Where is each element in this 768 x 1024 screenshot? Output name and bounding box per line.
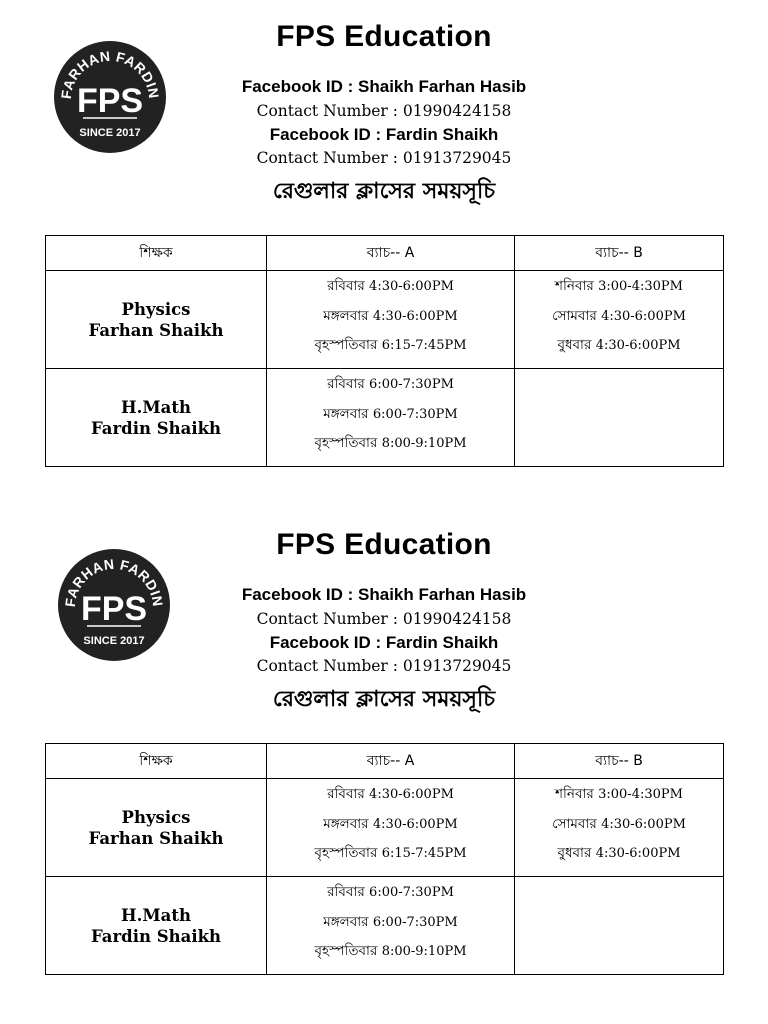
svg-text:SINCE 2017: SINCE 2017 — [83, 635, 145, 647]
header-batch-a: ব্যাচ-- A — [267, 236, 515, 271]
batch-b-cell — [515, 779, 724, 877]
facebook-id-farhan: Facebook ID : Shaikh Farhan Hasib — [241, 585, 527, 604]
svg-text:SINCE 2017: SINCE 2017 — [79, 127, 141, 139]
page-title: FPS Education — [276, 528, 492, 561]
table-header-row — [46, 744, 724, 779]
class-slot: মঙ্গলবার 6:00-7:30PM — [323, 913, 458, 930]
class-slot: বুধবার 4:30-6:00PM — [557, 845, 681, 861]
teacher-name: Farhan Shaikh — [88, 320, 224, 340]
table-row — [46, 369, 724, 467]
facebook-id-fardin: Facebook ID : Fardin Shaikh — [269, 633, 499, 652]
class-slot: বুধবার 4:30-6:00PM — [557, 337, 681, 353]
class-slot: বৃহস্পতিবার 8:00-9:10PM — [314, 943, 467, 959]
batch-b-cell — [515, 877, 724, 975]
batch-a-cell — [267, 877, 515, 975]
svg-text:FPS: FPS — [76, 82, 144, 120]
contact-number-farhan: Contact Number : 01990424158 — [256, 610, 512, 628]
class-slot: রবিবার 4:30-6:00PM — [327, 786, 454, 802]
batch-a-cell — [267, 369, 515, 467]
contact-number-fardin: Contact Number : 01913729045 — [256, 149, 512, 167]
svg-text:FPS: FPS — [80, 590, 148, 628]
table-row — [46, 779, 724, 877]
table-row — [46, 271, 724, 369]
class-slot: সোমবার 4:30-6:00PM — [552, 815, 686, 832]
batch-a-cell — [267, 779, 515, 877]
batch-b-cell — [515, 271, 724, 369]
teacher-cell — [46, 779, 267, 877]
header-batch-b: ব্যাচ-- B — [515, 236, 724, 271]
page-title: FPS Education — [276, 20, 492, 53]
class-slot: রবিবার 4:30-6:00PM — [327, 278, 454, 294]
class-slot: শনিবার 3:00-4:30PM — [555, 786, 683, 802]
teacher-name: Farhan Shaikh — [88, 828, 224, 848]
subject-name: H.Math — [121, 397, 191, 417]
class-slot: মঙ্গলবার 6:00-7:30PM — [323, 405, 458, 422]
class-slot: মঙ্গলবার 4:30-6:00PM — [323, 815, 458, 832]
teacher-cell — [46, 877, 267, 975]
subject-name: Physics — [121, 807, 191, 827]
schedule-title: রেগুলার ক্লাসের সময়সূচি — [272, 687, 496, 712]
table-header-row — [46, 236, 724, 271]
teacher-cell — [46, 271, 267, 369]
class-slot: শনিবার 3:00-4:30PM — [555, 278, 683, 294]
schedule-table — [45, 235, 724, 467]
facebook-id-fardin: Facebook ID : Fardin Shaikh — [269, 125, 499, 144]
schedule-card-2 — [0, 508, 768, 1008]
contact-number-farhan: Contact Number : 01990424158 — [256, 102, 512, 120]
table-row — [46, 877, 724, 975]
teacher-name: Fardin Shaikh — [90, 418, 222, 438]
class-slot: বৃহস্পতিবার 8:00-9:10PM — [314, 435, 467, 451]
contact-number-fardin: Contact Number : 01913729045 — [256, 657, 512, 675]
class-slot: রবিবার 6:00-7:30PM — [327, 376, 454, 392]
header-teacher: শিক্ষক — [46, 236, 267, 271]
teacher-name: Fardin Shaikh — [90, 926, 222, 946]
batch-b-cell — [515, 369, 724, 467]
class-slot: বৃহস্পতিবার 6:15-7:45PM — [314, 337, 467, 353]
facebook-id-farhan: Facebook ID : Shaikh Farhan Hasib — [241, 77, 527, 96]
subject-name: Physics — [121, 299, 191, 319]
subject-name: H.Math — [121, 905, 191, 925]
header-teacher: শিক্ষক — [46, 744, 267, 779]
schedule-table — [45, 743, 724, 975]
header-batch-a: ব্যাচ-- A — [267, 744, 515, 779]
class-slot: সোমবার 4:30-6:00PM — [552, 307, 686, 324]
schedule-title: রেগুলার ক্লাসের সময়সূচি — [272, 179, 496, 204]
batch-a-cell — [267, 271, 515, 369]
class-slot: বৃহস্পতিবার 6:15-7:45PM — [314, 845, 467, 861]
class-slot: রবিবার 6:00-7:30PM — [327, 884, 454, 900]
class-slot: মঙ্গলবার 4:30-6:00PM — [323, 307, 458, 324]
schedule-card-1 — [0, 0, 768, 500]
teacher-cell — [46, 369, 267, 467]
header-batch-b: ব্যাচ-- B — [515, 744, 724, 779]
svg-text:FARHAN FARDIN: FARHAN FARDIN — [57, 47, 163, 100]
svg-text:FARHAN FARDIN: FARHAN FARDIN — [61, 555, 167, 608]
